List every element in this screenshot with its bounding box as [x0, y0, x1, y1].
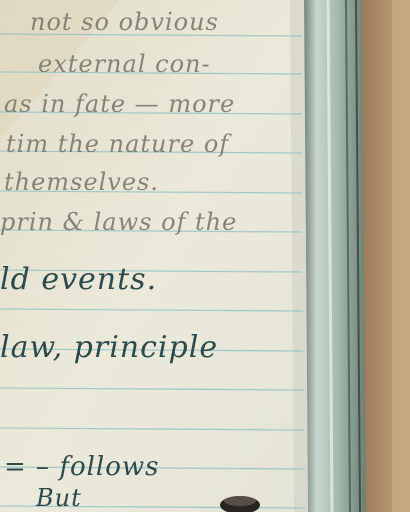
handwriting-line-7: ld events.: [0, 262, 158, 297]
handwriting-line-9: = – follows: [4, 452, 160, 482]
handwriting-line-2: external con-: [38, 50, 211, 78]
handwriting-line-10: But: [36, 484, 82, 512]
handwriting-line-8: law, principle: [0, 330, 219, 365]
handwriting-line-4: tim the nature of: [6, 130, 230, 158]
handwriting-line-5: themselves.: [4, 168, 159, 196]
handwriting-line-1: not so obvious: [30, 8, 219, 36]
handwriting-line-3: as in fate — more: [4, 90, 236, 118]
handwriting-line-6: prin & laws of the: [0, 208, 238, 236]
